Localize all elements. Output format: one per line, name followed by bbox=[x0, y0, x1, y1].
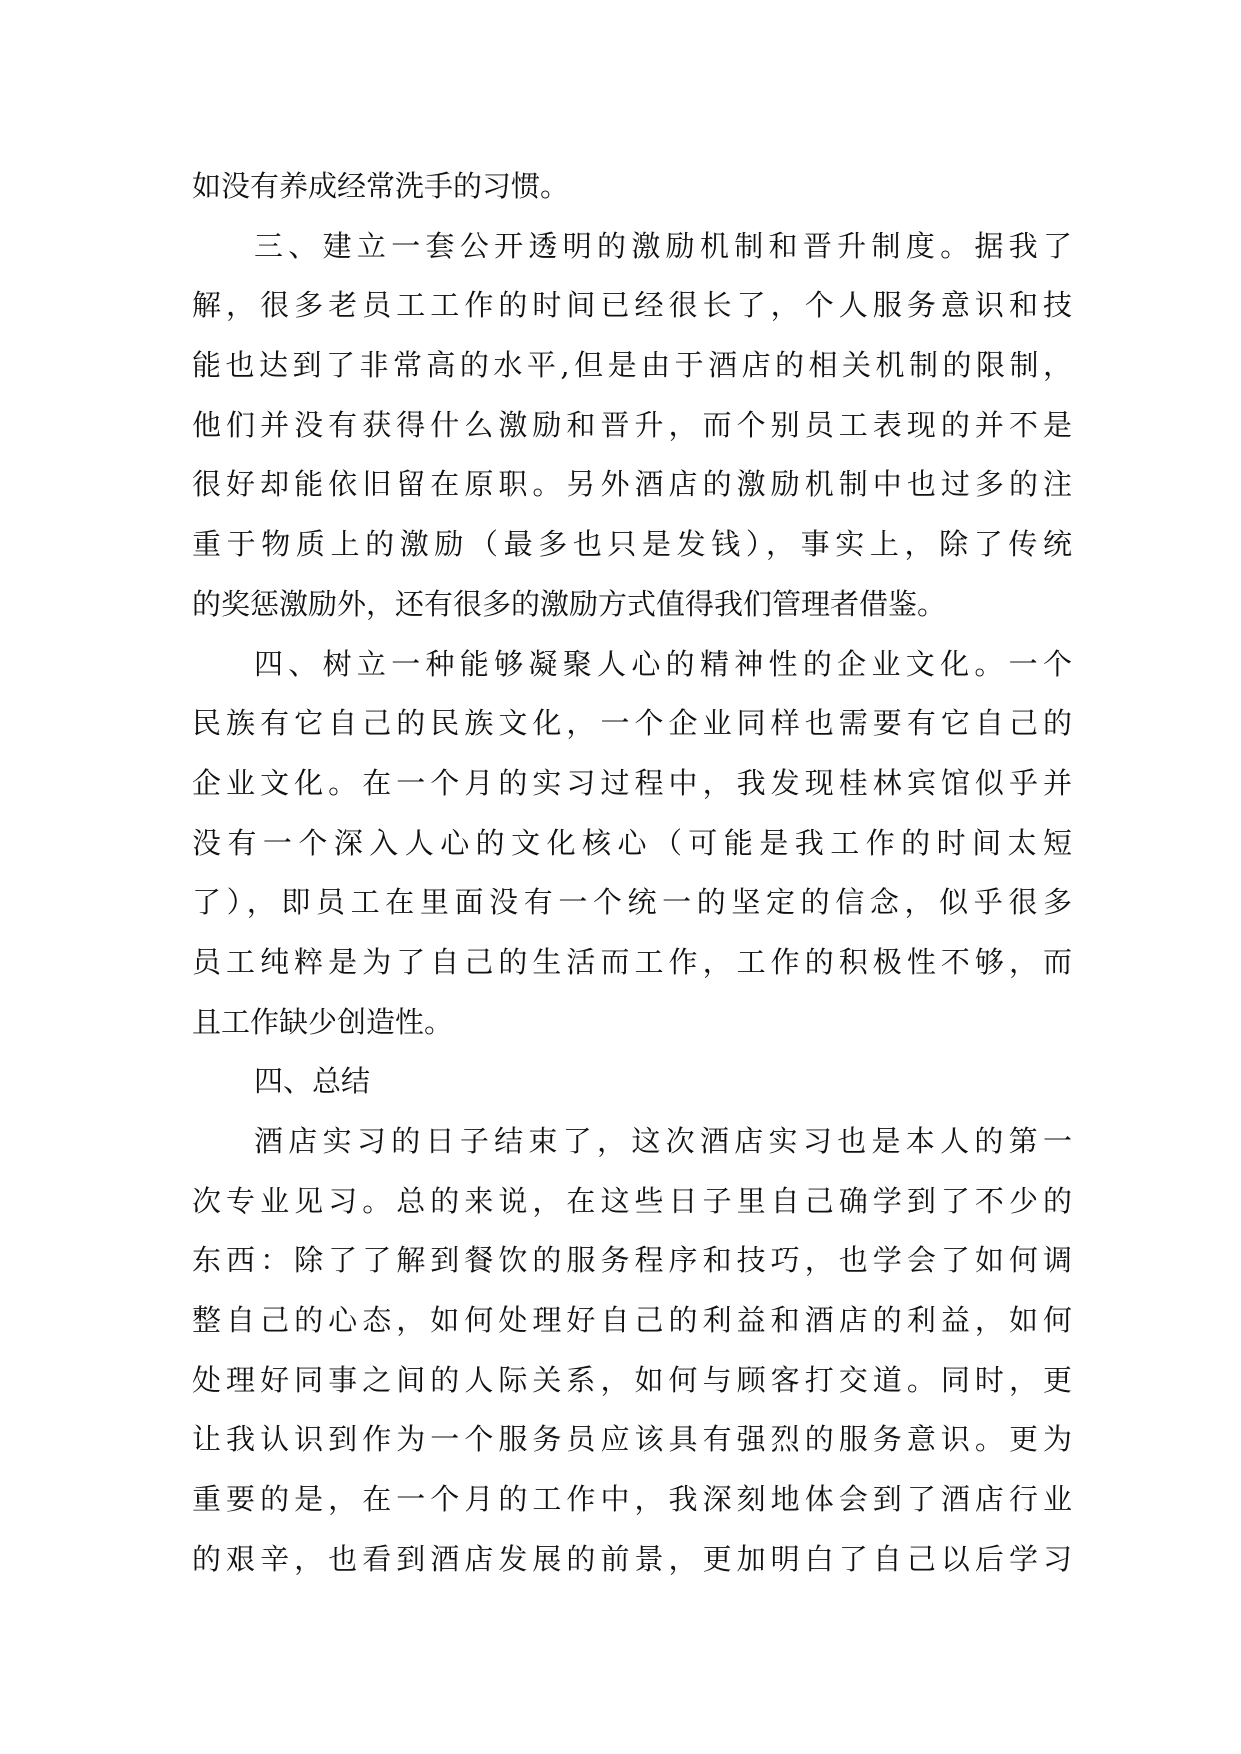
text-line: 重要的是，在一个月的工作中，我深刻地体会到了酒店行业 bbox=[192, 1482, 1072, 1517]
text-line: 很好却能依旧留在原职。另外酒店的激励机制中也过多的注 bbox=[192, 467, 1072, 502]
text-line: 民族有它自己的民族文化，一个企业同样也需要有它自己的 bbox=[192, 706, 1072, 741]
text-line: 企业文化。在一个月的实习过程中，我发现桂林宾馆似乎并 bbox=[192, 765, 1072, 800]
text-line: 酒店实习的日子结束了，这次酒店实习也是本人的第一 bbox=[254, 1124, 1072, 1158]
text-line: 了），即员工在里面没有一个统一的坚定的信念，似乎很多 bbox=[192, 885, 1072, 920]
text-line: 次专业见习。总的来说，在这些日子里自己确学到了不少的 bbox=[192, 1183, 1072, 1218]
text-line: 整自己的心态，如何处理好自己的利益和酒店的利益，如何 bbox=[192, 1303, 1072, 1338]
text-line: 的艰辛，也看到酒店发展的前景，更加明白了自己以后学习 bbox=[192, 1541, 1072, 1576]
text-line: 如没有养成经常洗手的习惯。 bbox=[192, 169, 570, 203]
text-line: 的奖惩激励外，还有很多的激励方式值得我们管理者借鉴。 bbox=[192, 586, 947, 621]
text-line: 处理好同事之间的人际关系，如何与顾客打交道。同时，更 bbox=[192, 1362, 1072, 1397]
text-line: 四、树立一种能够凝聚人心的精神性的企业文化。一个 bbox=[254, 646, 1072, 681]
text-line: 且工作缺少创造性。 bbox=[192, 1004, 454, 1039]
section-heading: 四、总结 bbox=[254, 1064, 371, 1099]
text-line: 他们并没有获得什么激励和晋升，而个别员工表现的并不是 bbox=[192, 407, 1072, 442]
text-line: 员工纯粹是为了自己的生活而工作，工作的积极性不够，而 bbox=[192, 944, 1072, 979]
text-line: 让我认识到作为一个服务员应该具有强烈的服务意识。更为 bbox=[192, 1422, 1072, 1457]
text-line: 重于物质上的激励（最多也只是发钱），事实上，除了传统 bbox=[192, 527, 1072, 562]
text-line: 三、建立一套公开透明的激励机制和晋升制度。据我了 bbox=[254, 228, 1072, 263]
text-line: 能也达到了非常高的水平,但是由于酒店的相关机制的限制， bbox=[192, 348, 1072, 383]
text-line: 东西：除了了解到餐饮的服务程序和技巧，也学会了如何调 bbox=[192, 1243, 1072, 1278]
text-line: 解，很多老员工工作的时间已经很长了，个人服务意识和技 bbox=[192, 288, 1072, 323]
body-text bbox=[192, 157, 1072, 1590]
text-line: 没有一个深入人心的文化核心（可能是我工作的时间太短 bbox=[192, 825, 1072, 860]
